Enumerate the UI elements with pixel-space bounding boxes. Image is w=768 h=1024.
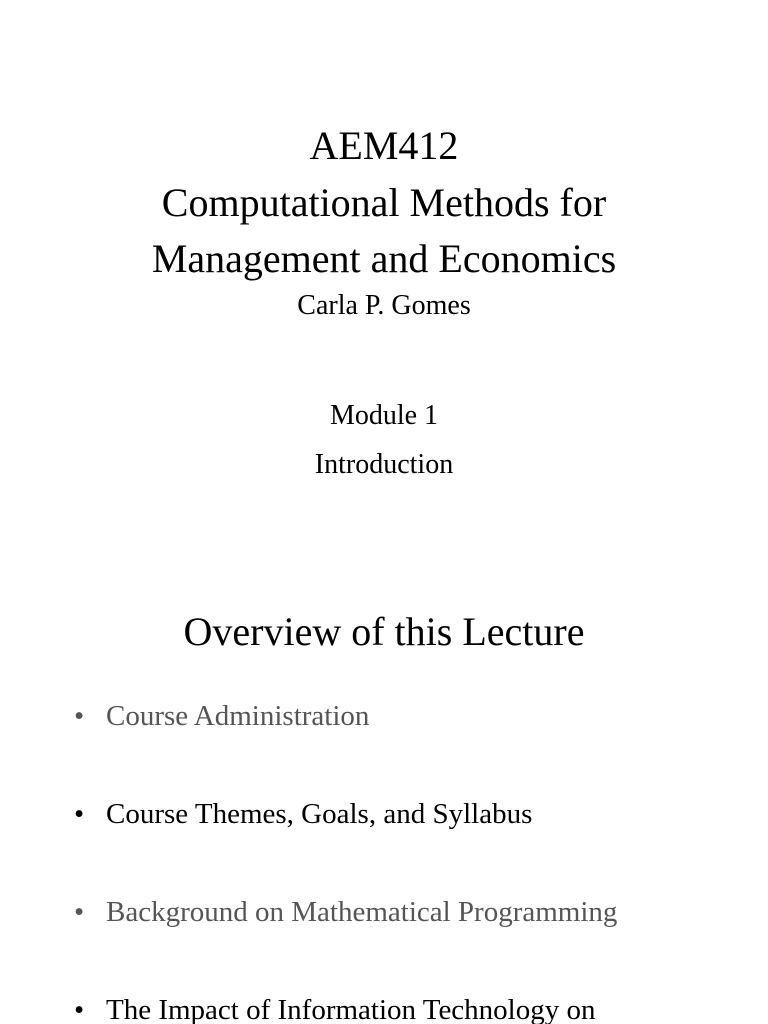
bullet-marker: • [74,798,85,830]
bullet-item [74,996,596,1024]
bullet-marker: • [74,700,85,732]
bullet-item [74,702,369,742]
course-name-line1: Computational Methods for [161,180,607,225]
overview-heading: Overview of this Lecture [183,609,585,654]
module-label: Module 1 [329,400,439,431]
bullet-text: Course Administration [106,700,370,732]
author-name: Carla P. Gomes [297,290,471,321]
bullet-item [74,800,532,840]
bullet-marker: • [74,994,85,1024]
course-code: AEM412 [309,123,459,168]
bullet-text: The Impact of Information Technology on [106,994,596,1024]
bullet-marker: • [74,896,85,928]
course-name-line2: Management and Economics [151,236,617,281]
bullet-item [74,898,617,938]
module-topic: Introduction [314,449,454,480]
bullet-text: Background on Mathematical Programming [106,896,618,928]
bullet-text: Course Themes, Goals, and Syllabus [106,798,533,830]
